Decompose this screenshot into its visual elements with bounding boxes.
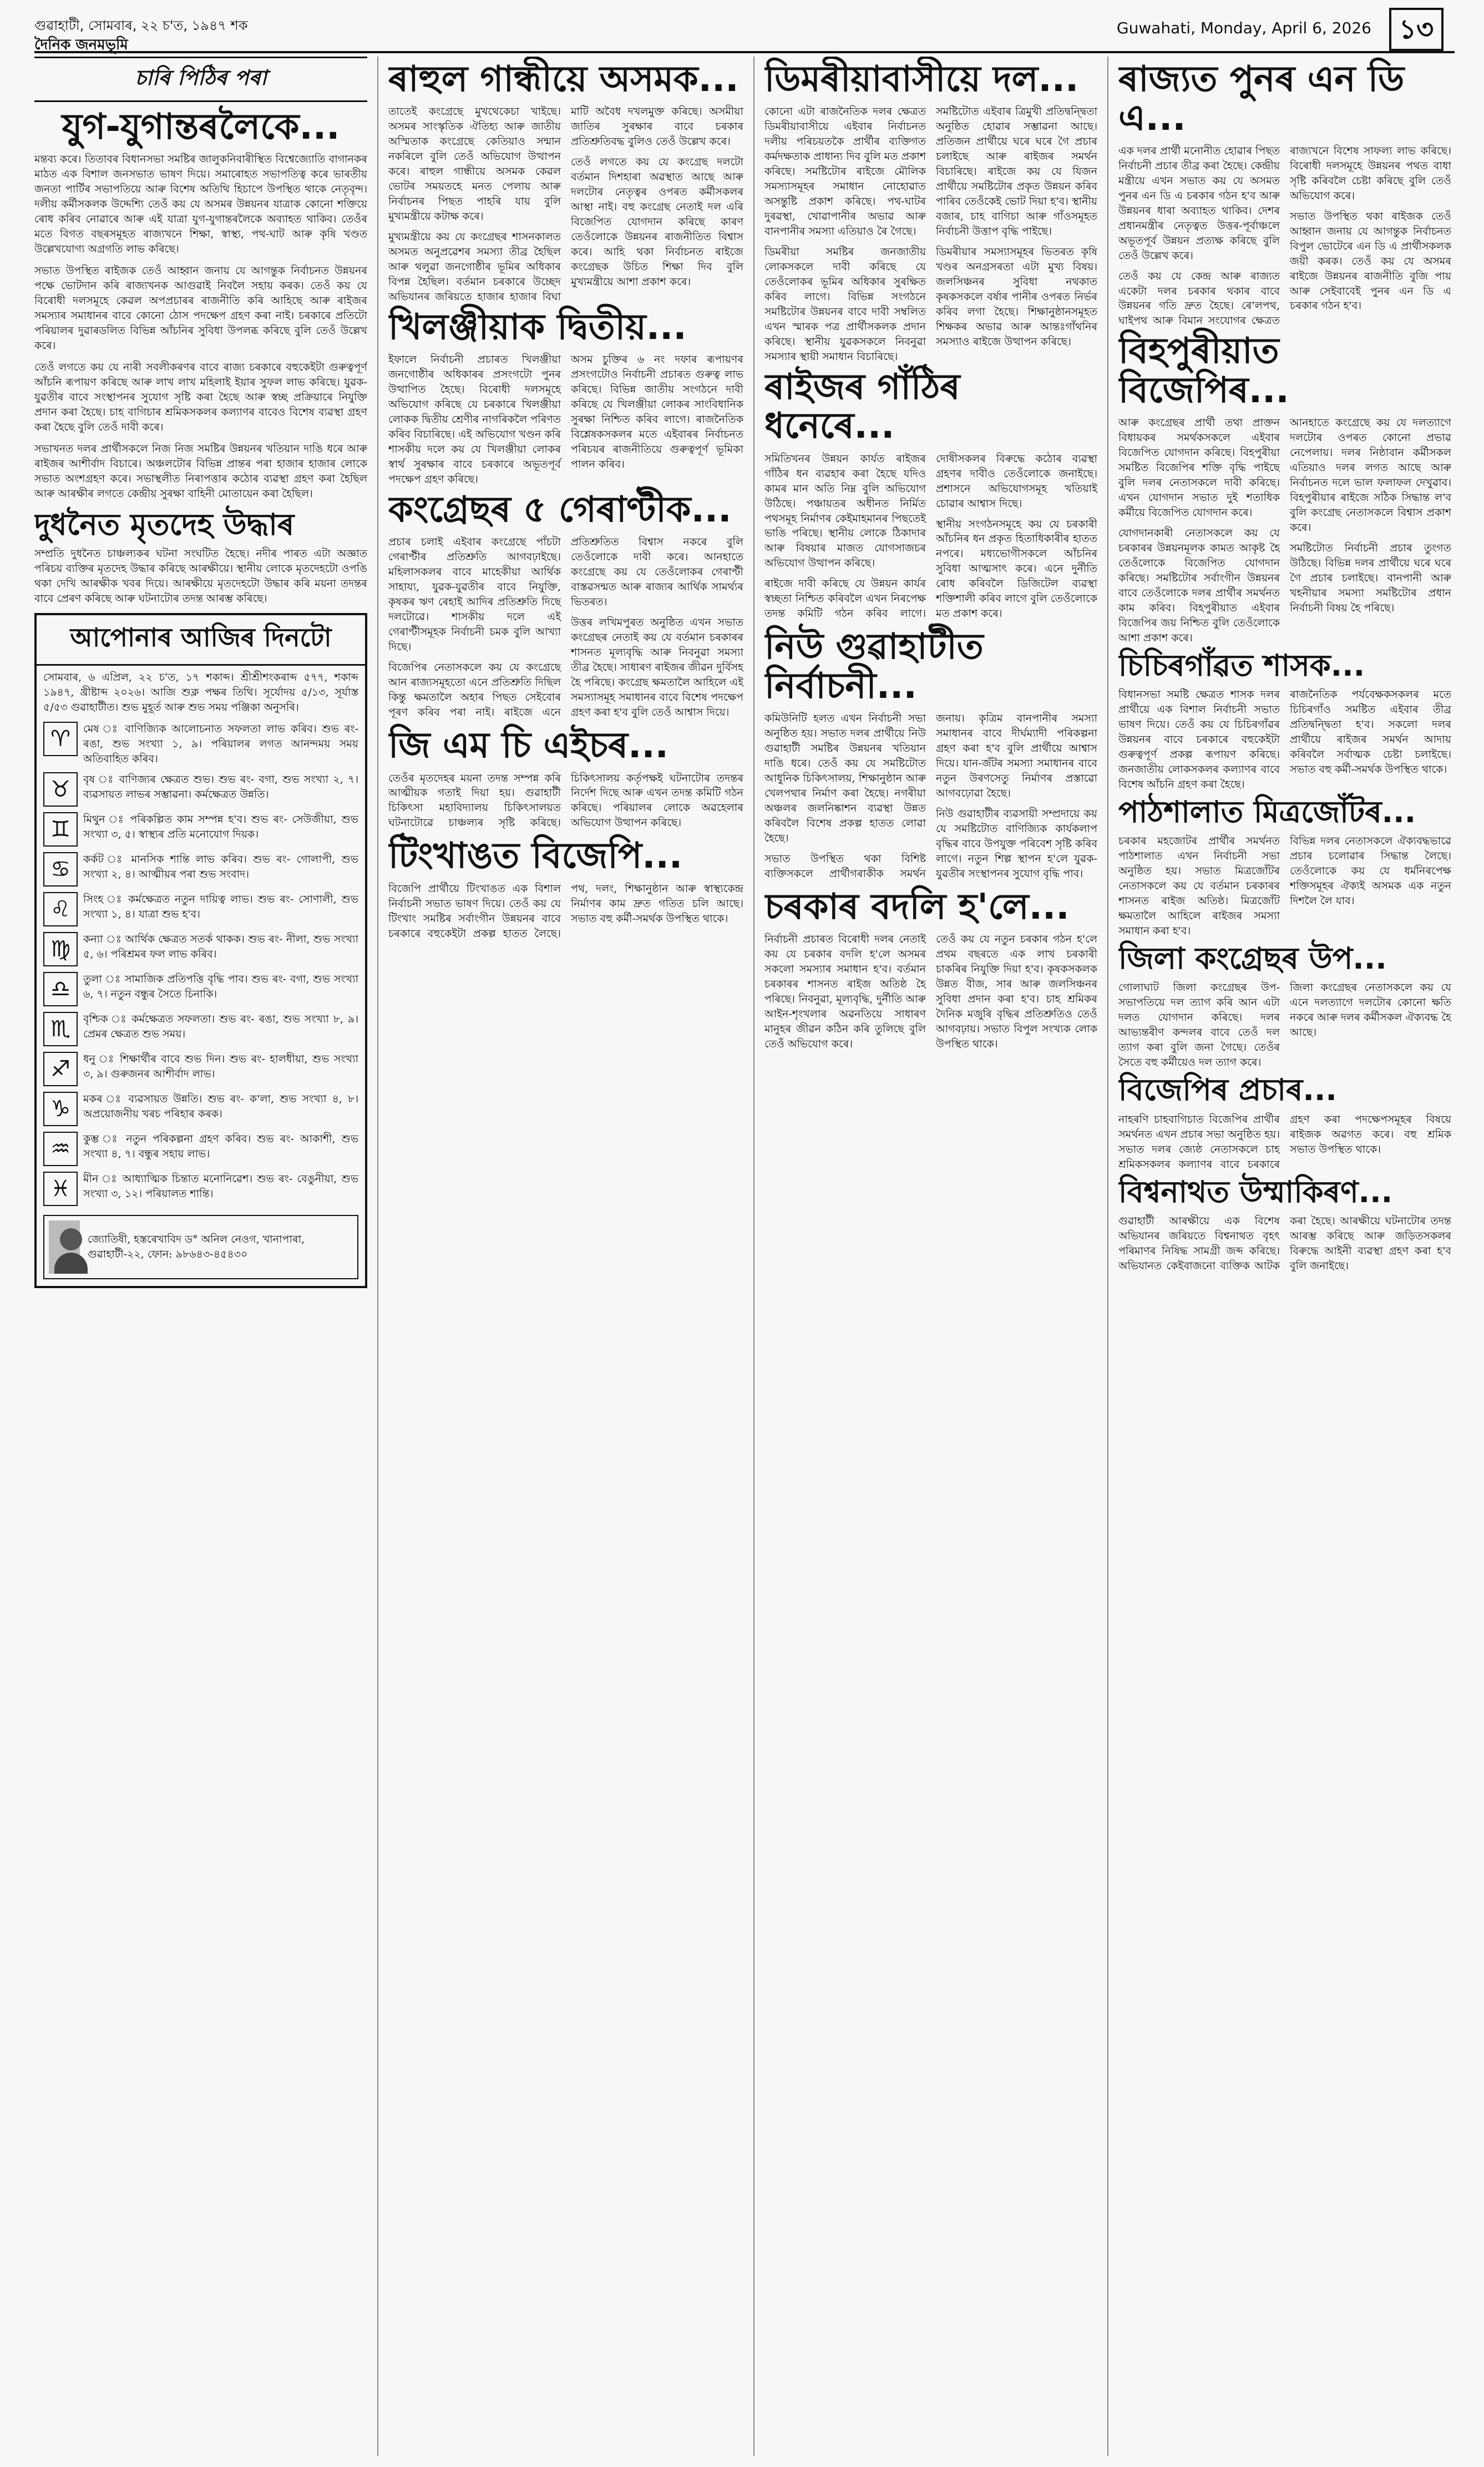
astrologer-credit: জ্যোতিষী, হস্তৰেখাবিদ ড° অনিল নেওগ, খানাপাৰা, গুৱাহাটী-২২, ফোন: ৯৮৬৪৩-৪৫৪৩০ [87, 1233, 305, 1260]
article-paragraph: ৰাইজে দাবী কৰিছে যে উন্নয়ন কাৰ্যৰ স্বচ্ছতা নিশ্চিত কৰিবলৈ এখন নিৰপেক্ষ তদন্ত কমিটি গঠন কৰিব লাগে। দোষীসকলৰ বিৰুদ্ধে কঠোৰ ব্যৱস্থা গ্ৰহণৰ দাবীও তেওঁলোকে জনাইছে। প্ৰশাসনে অভিযোগসমূহ খতিয়াই চোৱাৰ আশ্বাস দিছে। [764, 452, 1097, 620]
taurus-icon: ♉ [43, 772, 78, 807]
article-paragraph: নিউ গুৱাহাটীৰ ব্যৱসায়ী সম্প্ৰদায়ে কয় যে সমষ্টিটোত বাণিজ্যিক কাৰ্যকলাপ বৃদ্ধিৰ বাবে উপযুক্ত পৰিবেশ সৃষ্টি কৰিব লাগে। নতুন শিল্প স্থাপন হ'লে যুৱক-যুৱতীৰ সংস্থাপনৰ সুযোগ বৃদ্ধি পাব। [936, 807, 1097, 880]
article-paragraph: নিৰ্বাচনী প্ৰচাৰত বিৰোধী দলৰ নেতাই কয় যে চৰকাৰ বদলি হ'লে অসমৰ সকলো সমস্যাৰ সমাধান হ'ব। বৰ্তমান চৰকাৰৰ শাসনত ৰাইজ অতিষ্ঠ হৈ পৰিছে। নিবনুৱা, মূল্যবৃদ্ধি, দুৰ্নীতি আৰু আইন-শৃংখলাৰ অৱনতিয়ে সাধাৰণ মানুহৰ জীৱন কঠিন কৰি তুলিছে বুলি তেওঁ অভিযোগ কৰে। [764, 933, 926, 1050]
article-paragraph: সমিতিখনৰ উন্নয়ন কাৰ্যত ৰাইজৰ গাঁঠিৰ ধন ব্যৱহাৰ কৰা হৈছে যদিও কামৰ মান অতি নিম্ন বুলি অভিযোগ উঠিছে। পঞ্চায়তৰ অধীনত নিৰ্মিত পথসমূহ নিৰ্মাণৰ কেইমাহমানৰ পিছতেই ভাঙি পৰিছে। স্থানীয় লোকে ঠিকাদাৰ আৰু বিষয়াৰ মাজত যোগসাজচৰ অভিযোগ উত্থাপন কৰিছে। [764, 452, 926, 570]
zodiac-text: তুলা ঃ সামাজিক প্ৰতিপত্তি বৃদ্ধি পাব। শুভ ৰং- বগা, শুভ সংখ্যা ৬, ৭। নতুন বন্ধুৰ সৈতে চিনাকি। [83, 972, 358, 1000]
capricorn-icon: ♑ [43, 1092, 78, 1126]
page-number: ১৩ [1389, 8, 1444, 51]
zodiac-row [37, 930, 365, 970]
paper-name: দৈনিক জনমভূমি [34, 37, 128, 53]
article-paragraph: তেওঁৰ মৃতদেহৰ ময়না তদন্ত সম্পন্ন কৰি আত্মীয়ক গতাই দিয়া হয়। গুৱাহাটী চিকিৎসা মহাবিদ্যালয় চিকিৎসালয়ত ঘটনাটোৱে চাঞ্চল্যৰ সৃষ্টি কৰিছে। চিকিৎসালয় কৰ্তৃপক্ষই ঘটনাটোৰ তদন্তৰ নিৰ্দেশ দিছে আৰু এখন তদন্ত কমিটি গঠন কৰিছে। পৰিয়ালৰ লোকে অৱহেলাৰ অভিযোগ উত্থাপন কৰিছে। [388, 772, 743, 829]
headline: দুধনৈত মৃতদেহ উদ্ধাৰ [34, 506, 295, 542]
article-paragraph: সম্প্ৰতি দুধনৈত চাঞ্চল্যকৰ ঘটনা সংঘটিত হৈছে। নদীৰ পাৰত এটা অজ্ঞাত পৰিচয় ব্যক্তিৰ মৃতদেহ উদ্ধাৰ কৰিছে আৰক্ষীয়ে। স্থানীয় লোকে মৃতদেহটো ওপঙি থকা দেখি আৰক্ষীক খবৰ দিয়ে। আৰক্ষীয়ে মৃতদেহটো উদ্ধাৰ কৰি ময়না তদন্তৰ বাবে প্ৰেৰণ কৰিছে আৰু ঘটনাটোৰ তদন্ত আৰম্ভ কৰিছে। [34, 548, 367, 605]
article-paragraph: গোলাঘাট জিলা কংগ্ৰেছৰ উপ-সভাপতিয়ে দল ত্যাগ কৰি আন এটা দলত যোগদান কৰিছে। দলৰ আভ্যন্তৰীণ কন্দলৰ বাবে তেওঁ দল ত্যাগ কৰা বুলি জনা গৈছে। তেওঁৰ সৈতে বহু কৰ্মীয়েও দল ত্যাগ কৰে। [1118, 981, 1280, 1069]
article-paragraph: মন্তব্য কৰে। তিতাবৰ বিধানসভা সমষ্টিৰ জালুকনিবাৰীস্থিত বিশ্বেজ্যোতি বাগানকৰ মাঠত এক বিশাল জনসভাত ভাষণ দিয়ে। সমাৰোহত সভাপতিত্ব কৰে ভাৰতীয় জনতা পাৰ্টিৰ সভাপতিয়ে আৰু বিশেষ অতিথি হিচাপে উপস্থিত থাকে নেতৃবৃন্দ। দলীয় কৰ্মীসকলক উদ্দেশ্যি তেওঁ কয় যে অসমৰ উন্নয়নৰ যাত্ৰাক কোনো শক্তিয়ে ৰোধ কৰিব নোৱাৰে আৰু এই যাত্ৰা যুগ-যুগান্তৰলৈকে অব্যাহত থাকিব। তেওঁৰ মতে বিগত বছৰসমূহত ৰাজ্যখনে শিক্ষা, স্বাস্থ্য, পথ-ঘাট আৰু কৃষি খণ্ডত উল্লেখযোগ্য অগ্ৰগতি লাভ কৰিছে। [34, 153, 367, 256]
zodiac-text: বৃশ্চিক ঃ কৰ্মক্ষেত্ৰত সফলতা। শুভ ৰং- ৰঙা, শুভ সংখ্যা ৮, ৯। প্ৰেমৰ ক্ষেত্ৰত শুভ সময়। [83, 1012, 358, 1040]
article-paragraph: সভাখনত দলৰ প্ৰাৰ্থীসকলে নিজ নিজ সমষ্টিৰ উন্নয়নৰ খতিয়ান দাঙি ধৰে আৰু ৰাইজৰ আশীৰ্বাদ বিচাৰে। অঞ্চলটোৰ বিভিন্ন প্ৰান্তৰ পৰা হাজাৰ হাজাৰ লোকে সভাত অংশগ্ৰহণ কৰে। সভাস্থলীত নিৰাপত্তাৰ কঠোৰ ব্যৱস্থা গ্ৰহণ কৰা হৈছিল আৰু আৰক্ষীৰ লগতে কেন্দ্ৰীয় সুৰক্ষা বাহিনী মোতায়েন কৰা হৈছিল। [34, 442, 367, 500]
zodiac-row [37, 890, 365, 930]
zodiac-row [37, 1169, 365, 1209]
astrologer-card [43, 1215, 358, 1279]
article-body [764, 711, 1097, 884]
aries-icon: ♈ [43, 722, 78, 756]
headline: বিশ্বনাথত উম্মাকিৰণ... [1118, 1174, 1393, 1209]
pisces-icon: ♓ [43, 1172, 78, 1206]
libra-icon: ♎ [43, 972, 78, 1006]
article-paragraph: তেওঁ কয় যে নতুন চৰকাৰ গঠন হ'লে প্ৰথম বছৰতে এক লাখ চৰকাৰী চাকৰিৰ নিযুক্তি দিয়া হ'ব। কৃষকসকলক উন্নত বীজ, সাৰ আৰু জলসিঞ্চনৰ সুবিধা প্ৰদান কৰা হ'ব। চাহ শ্ৰমিকৰ দৈনিক মজুৰি বৃদ্ধিৰ প্ৰতিশ্ৰুতিও তেওঁ আগবঢ়ায়। সভাত বিপুল সংখ্যক লোক উপস্থিত থাকে। [936, 933, 1097, 1050]
zodiac-text: কৰ্কট ঃ মানসিক শান্তি লাভ কৰিব। শুভ ৰং- গোলাপী, শুভ সংখ্যা ২, ৪। আত্মীয়ৰ পৰা শুভ সংবাদ। [83, 853, 358, 880]
zodiac-text: কুম্ভ ঃ নতুন পৰিকল্পনা গ্ৰহণ কৰিব। শুভ ৰং- আকাশী, শুভ সংখ্যা ৪, ৭। বন্ধুৰ সহায় লাভ। [83, 1132, 358, 1160]
article-paragraph: যোগদানকাৰী নেতাসকলে কয় যে চৰকাৰৰ উন্নয়নমূলক কামত আকৃষ্ট হৈ তেওঁলোকে বিজেপিত যোগদান কৰিছে। সমষ্টিটোৰ সৰ্বাংগীন উন্নয়নৰ বাবে তেওঁলোকে দলৰ প্ৰাৰ্থীৰ সমৰ্থনত কাম কৰিব। বিহপুৰীয়াত এইবাৰ বিজেপিৰ জয় নিশ্চিত বুলি তেওঁলোকে আশা প্ৰকাশ কৰে। [1118, 526, 1280, 644]
headline: ডিমৰীয়াবাসীয়ে দল... [764, 59, 1079, 100]
zodiac-text: ধনু ঃ শিক্ষাৰ্থীৰ বাবে শুভ দিন। শুভ ৰং- হালধীয়া, শুভ সংখ্যা ৩, ৯। গুৰুজনৰ আশীৰ্বাদ লাভ। [83, 1052, 358, 1080]
article-paragraph: সভাত উপস্থিত থকা বিশিষ্ট ব্যক্তিসকলে প্ৰাৰ্থীগৰাকীক সমৰ্থন জনায়। কৃত্ৰিম বানপানীৰ সমস্যা সমাধানৰ বাবে দীৰ্ঘম্যাদী পৰিকল্পনা গ্ৰহণ কৰা হ'ব বুলি প্ৰাৰ্থীয়ে আশ্বাস দিয়ে। যান-জঁটৰ সমস্যা সমাধানৰ বাবে নতুন উৰণসেতু নিৰ্মাণৰ প্ৰস্তাৱো আগবঢ়োৱা হৈছে। [764, 712, 1097, 880]
column-divider [1107, 57, 1108, 2456]
column-divider [377, 57, 378, 2456]
article-body [388, 535, 743, 723]
article-paragraph: তেওঁ কয় যে কেন্দ্ৰ আৰু ৰাজ্যত একেটা দলৰ চৰকাৰ থকাৰ বাবে উন্নয়নৰ গতি দ্ৰুত হৈছে। ৰে'লপথ, ঘাইপথ আৰু বিমান সংযোগৰ ক্ষেত্ৰত ৰাজ্যখনে বিশেষ সাফল্য লাভ কৰিছে। বিৰোধী দলসমূহে উন্নয়নৰ পথত বাধা সৃষ্টি কৰিবলৈ চেষ্টা কৰিছে বুলি তেওঁ অভিযোগ কৰে। [1118, 144, 1451, 327]
zodiac-row [37, 970, 365, 1010]
article-paragraph: ডিমৰীয়াৰ সমস্যাসমূহৰ ভিতৰত কৃষি খণ্ডৰ অনগ্ৰসৰতা এটা মুখ্য বিষয়। জলসিঞ্চনৰ সুবিধা নথকাত কৃষকসকলে বৰ্ষাৰ পানীৰ ওপৰত নিৰ্ভৰ কৰিব লগা হৈছে। শিক্ষানুষ্ঠানসমূহত শিক্ষকৰ অভাৱ আৰু আন্তঃগাঁথনিৰ সমস্যাও ৰাইজে উত্থাপন কৰিছে। [936, 246, 1097, 348]
zodiac-row [37, 850, 365, 890]
zodiac-text: সিংহ ঃ কৰ্মক্ষেত্ৰত নতুন দায়িত্ব লাভ। শুভ ৰং- সোণালী, শুভ সংখ্যা ১, ৪। যাত্ৰা শুভ হ'ব। [83, 893, 358, 920]
horoscope-intro: সোমবাৰ, ৬ এপ্ৰিল, ২২ চ'ত, ১৭ শকাব্দ। শ্ৰীশ্ৰীশংকৰাব্দ ৫৭৭, শকাব্দ ১৯৪৭, খ্ৰীষ্টাব্দ ২০২৬। আজি শুক্ল পক্ষৰ তিথি। সূৰ্যোদয় ৫/১৩, সূৰ্যাস্ত ৫/৫৩ গুৱাহাটীত। শুভ মুহূৰ্ত আৰু শুভ সময় পঞ্জিকা অনুসৰি। [43, 671, 358, 713]
article-paragraph: গুৱাহাটী আৰক্ষীয়ে এক বিশেষ অভিযানৰ জৰিয়তে বিশ্বনাথত বৃহৎ পৰিমাণৰ নিষিদ্ধ সামগ্ৰী জব্দ কৰিছে। অভিযানত কেইবাজনো ব্যক্তিক আটক কৰা হৈছে। আৰক্ষীয়ে ঘটনাটোৰ তদন্ত আৰম্ভ কৰিছে আৰু জড়িতসকলৰ বিৰুদ্ধে আইনী ব্যৱস্থা গ্ৰহণ কৰা হ'ব বুলি জনাইছে। [1118, 1214, 1451, 1272]
zodiac-row [37, 1129, 365, 1169]
zodiac-text: মিথুন ঃ পৰিকল্পিত কাম সম্পন্ন হ'ব। শুভ ৰং- সেউজীয়া, শুভ সংখ্যা ৩, ৫। স্বাস্থ্যৰ প্ৰতি মনোযোগ দিয়ক। [83, 813, 358, 840]
zodiac-text: বৃষ ঃ বাণিজ্যৰ ক্ষেত্ৰত শুভ। শুভ ৰং- বগা, শুভ সংখ্যা ২, ৭। ব্যৱসায়ত লাভৰ সম্ভাৱনা। কৰ্মক্ষেত্ৰত উন্নতি। [83, 773, 358, 801]
article-body [1118, 1112, 1451, 1172]
gemini-icon: ♊ [43, 812, 78, 847]
headline: ৰাইজৰ গাঁঠিৰ ধনেৰে... [764, 366, 960, 447]
article-body [388, 352, 743, 487]
headline: নিউ গুৱাহাটীত নিৰ্বাচনী... [764, 626, 984, 707]
article-paragraph: সমষ্টিটোত এইবাৰ ত্ৰিমুখী প্ৰতিদ্বন্দ্বিতা অনুষ্ঠিত হোৱাৰ সম্ভাৱনা আছে। প্ৰতিজন প্ৰাৰ্থীয়ে ঘৰে ঘৰে গৈ প্ৰচাৰ চলাইছে আৰু ৰাইজৰ সমৰ্থন বিচাৰিছে। ৰাইজে কয় যে যিজন প্ৰাৰ্থীয়ে সমষ্টিটোৰ প্ৰকৃত উন্নয়ন কৰিব পাৰিব তেওঁকেই ভোট দিয়া হ'ব। স্থানীয় বজাৰ, চাহ বাগিচা আৰু গাঁওসমূহত নিৰ্বাচনী উত্তাপ বৃদ্ধি পাইছে। [936, 105, 1097, 238]
headline: চৰকাৰ বদলি হ'লে... [764, 886, 1070, 928]
horoscope-title: আপোনাৰ আজিৰ দিনটো [37, 615, 365, 666]
article-body [764, 452, 1097, 625]
cancer-icon: ♋ [43, 852, 78, 887]
masthead [34, 8, 1455, 53]
zodiac-row [37, 720, 365, 770]
article-paragraph: স্থানীয় সংগঠনসমূহে কয় যে চৰকাৰী আঁচনিৰ ধন প্ৰকৃত হিতাধিকাৰীৰ হাতত নপৰে। মধ্যভোগীসকলে আঁচনিৰ সুবিধা আত্মসাৎ কৰে। এনে দুৰ্নীতি ৰোধ কৰিবলৈ ডিজিটেল ব্যৱস্থা শক্তিশালী কৰিব লাগে বুলি তেওঁলোকে মত প্ৰকাশ কৰে। [936, 518, 1097, 620]
headline: ৰাজ্যত পুনৰ এন ডি এ... [1118, 59, 1405, 139]
article-paragraph: বিজেপি প্ৰাৰ্থীয়ে টিংখাঙত এক বিশাল নিৰ্বাচনী সভাত ভাষণ দিয়ে। তেওঁ কয় যে টিংখাং সমষ্টিৰ সৰ্বাংগীন উন্নয়নৰ বাবে চৰকাৰে বহুকেইটা প্ৰকল্প হাতত লৈছে। পথ, দলং, শিক্ষানুষ্ঠান আৰু স্বাস্থ্যকেন্দ্ৰ নিৰ্মাণৰ কাম দ্ৰুত গতিত চলি আছে। সভাত বহু কৰ্মী-সমৰ্থক উপস্থিত থাকে। [388, 882, 743, 940]
headline: কংগ্ৰেছৰ ৫ গেৰাণ্টীক... [388, 489, 732, 531]
headline: পাঠশালাত মিত্ৰজোঁটৰ... [1118, 794, 1416, 829]
headline: চিচিৰগাঁৱত শাসক... [1118, 647, 1365, 683]
article-paragraph: জিলা কংগ্ৰেছৰ নেতাসকলে কয় যে এনে দলত্যাগে দলটোৰ কোনো ক্ষতি নকৰে আৰু দলৰ কৰ্মীসকল ঐক্যবদ্ধ হৈ আছে। [1290, 981, 1451, 1039]
article-body [388, 882, 743, 941]
zodiac-row [37, 810, 365, 850]
zodiac-text: কন্যা ঃ আৰ্থিক ক্ষেত্ৰত সতৰ্ক থাকক। শুভ ৰং- নীলা, শুভ সংখ্যা ৫, ৬। পৰিশ্ৰমৰ ফল লাভ কৰিব। [83, 933, 358, 960]
article-paragraph: বিজেপিৰ নেতাসকলে কয় যে কংগ্ৰেছে আন ৰাজ্যসমূহতো এনে প্ৰতিশ্ৰুতি দিছিল কিন্তু ক্ষমতালৈ অহাৰ পিছত সেইবোৰ পূৰণ কৰিব পৰা নাই। ৰাইজে এনে প্ৰতিশ্ৰুতিত বিশ্বাস নকৰে বুলি তেওঁলোকে দাবী কৰে। আনহাতে কংগ্ৰেছে কয় যে তেওঁলোকৰ গেৰাণ্টী বাস্তৱসন্মত আৰু ৰাজ্যৰ আৰ্থিক সামৰ্থ্যৰ ভিতৰত। [388, 536, 743, 719]
article-body [388, 771, 743, 834]
aquarius-icon: ♒ [43, 1132, 78, 1166]
article-paragraph: বিধানসভা সমষ্টি ক্ষেত্ৰত শাসক দলৰ প্ৰাৰ্থীয়ে এক বিশাল নিৰ্বাচনী সভাত ভাষণ দিয়ে। তেওঁ কয় যে চিচিৰগাঁৱৰ উন্নয়নৰ বাবে চৰকাৰে বহুকেইটা গুৰুত্বপূৰ্ণ প্ৰকল্প ৰূপায়ণ কৰিছে। জনজাতীয় লোকসকলৰ কল্যাণৰ বাবে বিশেষ আঁচনি গ্ৰহণ কৰা হৈছে। [1118, 688, 1280, 791]
article-body [388, 104, 743, 305]
headline: জিলা কংগ্ৰেছৰ উপ... [1118, 941, 1387, 976]
article-paragraph: ডিমৰীয়া সমষ্টিৰ জনজাতীয় লোকসকলে দাবী কৰিছে যে তেওঁলোকৰ ভূমিৰ অধিকাৰ সুৰক্ষিত কৰিব লাগে। বিভিন্ন সংগঠনে সমষ্টিটোৰ উন্নয়নৰ বাবে দাবী সম্বলিত এখন স্মাৰক পত্ৰ প্ৰাৰ্থীসকলক প্ৰদান কৰিছে। স্থানীয় যুৱকসকলে নিবনুৱা সমস্যাৰ স্থায়ী সমাধান বিচাৰিছে। [764, 246, 926, 363]
scorpio-icon: ♏ [43, 1012, 78, 1046]
sagittarius-icon: ♐ [43, 1052, 78, 1086]
zodiac-row [37, 1050, 365, 1090]
headline: বিহপুৰীয়াত বিজেপিৰ... [1118, 331, 1289, 411]
article-paragraph: ৰাজনৈতিক পৰ্যবেক্ষকসকলৰ মতে চিচিৰগাঁও সমষ্টিত এইবাৰ তীব্ৰ প্ৰতিদ্বন্দ্বিতা হ'ব। সকলো দলৰ প্ৰাৰ্থীয়ে ৰাইজৰ সমৰ্থন আদায় কৰিবলৈ সৰ্বাত্মক চেষ্টা চলাইছে। সভাত বহু কৰ্মী-সমৰ্থক উপস্থিত থাকে। [1290, 688, 1451, 776]
section-kicker: চাৰি পিঠিৰ পৰা [34, 57, 367, 102]
headline: যুগ-যুগান্তৰলৈকে... [62, 107, 340, 148]
article-body [1118, 144, 1451, 329]
column-3 [764, 57, 1097, 2456]
top-rule [34, 51, 1455, 53]
article-paragraph: তেওঁ লগতে কয় যে নাৰী সবলীকৰণৰ বাবে ৰাজ্য চৰকাৰে বহুকেইটা গুৰুত্বপূৰ্ণ আঁচনি ৰূপায়ণ কৰিছে আৰু লাখ লাখ মহিলাই ইয়াৰ সুফল লাভ কৰিছে। যুৱক-যুৱতীৰ বাবে সংস্থাপনৰ সুযোগ সৃষ্টি কৰা হৈছে আৰু স্বচ্ছ প্ৰক্ৰিয়াৰে নিযুক্তি প্ৰদান কৰা হৈছে। চাহ বাগিচাৰ শ্ৰমিকসকলৰ কল্যাণৰ বাবেও বিশেষ ব্যৱস্থা গ্ৰহণ কৰা হৈছে বুলি তেওঁ দাবী কৰে। [34, 361, 367, 433]
zodiac-row [37, 1010, 365, 1050]
article-paragraph: তাতেই কংগ্ৰেছে মুখথেকেচা খাইছে। অসমৰ সাংস্কৃতিক ঐতিহ্য আৰু জাতীয় অস্মিতাক কংগ্ৰেছে কেতিয়াও সন্মান নকৰিলে বুলি তেওঁ অভিযোগ উত্থাপন কৰে। ৰাহুল গান্ধীয়ে অসমক কেৱল ভোটৰ সময়তহে মনত পেলায় আৰু নিৰ্বাচনৰ পিছত পাহৰি যায় বুলি মুখ্যমন্ত্ৰীয়ে কটাক্ষ কৰে। [388, 105, 561, 223]
article-paragraph: আনহাতে কংগ্ৰেছে কয় যে দলত্যাগে দলটোৰ ওপৰত কোনো প্ৰভাৱ নেপেলায়। দলৰ নিষ্ঠাবান কৰ্মীসকল এতিয়াও দলৰ লগত আছে আৰু নিৰ্বাচনত দলে ভাল ফলাফল দেখুৱাব। বিহপুৰীয়াৰ ৰাইজে সঠিক সিদ্ধান্ত ল'ব বুলি কংগ্ৰেছ নেতাসকলে বিশ্বাস প্ৰকাশ কৰে। [1290, 417, 1451, 534]
article-body [1118, 1214, 1451, 1276]
zodiac-text: মকৰ ঃ ব্যৱসায়ত উন্নতি। শুভ ৰং- ক'লা, শুভ সংখ্যা ৪, ৮। অপ্ৰয়োজনীয় খৰচ পৰিহাৰ কৰক। [83, 1092, 358, 1120]
article-paragraph: চৰকাৰ মহজোটৰ প্ৰাৰ্থীৰ সমৰ্থনত পাঠশালাত এখন নিৰ্বাচনী সভা অনুষ্ঠিত হয়। সভাত মিত্ৰজোঁটৰ নেতাসকলে কয় যে বৰ্তমান চৰকাৰৰ শাসনত ৰাইজ অতিষ্ঠ। মিত্ৰজোঁট ক্ষমতালৈ আহিলে ৰাইজৰ সমস্যা সমাধান কৰা হ'ব। [1118, 835, 1280, 938]
headline: জি এম চি এইচৰ... [388, 725, 668, 767]
column-divider [753, 57, 754, 2456]
article-paragraph: আৰু কংগ্ৰেছৰ প্ৰাৰ্থী তথা প্ৰাক্তন বিধায়কৰ সমৰ্থকসকলে এইবাৰ বিজেপিত যোগদান কৰিছে। বিহপুৰীয়া সমষ্টিত বিজেপিৰ শক্তি বৃদ্ধি পাইছে বুলি দলৰ নেতাসকলে দাবী কৰিছে। এখন যোগদান সভাত দুই শতাধিক কৰ্মীয়ে বিজেপিত যোগদান কৰে। [1118, 417, 1280, 519]
article-paragraph: মুখ্যমন্ত্ৰীয়ে কয় যে কংগ্ৰেছৰ শাসনকালত অসমত অনুপ্ৰৱেশৰ সমস্যা তীব্ৰ হৈছিল আৰু থলুৱা জনগোষ্ঠীৰ ভূমিৰ অধিকাৰ বিপন্ন হৈছিল। বৰ্তমান চৰকাৰে উচ্ছেদ অভিযানৰ জৰিয়তে হাজাৰ হাজাৰ বিঘা মাটি অবৈধ দখলমুক্ত কৰিছে। অসমীয়া জাতিৰ সুৰক্ষাৰ বাবে চৰকাৰ প্ৰতিশ্ৰুতিবদ্ধ বুলিও তেওঁ উল্লেখ কৰে। [388, 105, 743, 303]
article-paragraph: তেওঁ লগতে কয় যে কংগ্ৰেছ দলটো বৰ্তমান দিশহাৰা অৱস্থাত আছে আৰু দলটোৰ নেতৃত্বৰ ওপৰত কৰ্মীসকলৰ আস্থা নাই। বহু কংগ্ৰেছ নেতাই দল এৰি বিজেপিত যোগদান কৰিছে কাৰণ তেওঁলোকে উন্নয়নৰ ৰাজনীতিত বিশ্বাস কৰে। আহি থকা নিৰ্বাচনত ৰাইজে কংগ্ৰেছক উচিত শিক্ষা দিব বুলি মুখ্যমন্ত্ৰীয়ে আশা প্ৰকাশ কৰে। [571, 156, 743, 288]
article-paragraph: কোনো এটা ৰাজনৈতিক দলৰ ক্ষেত্ৰত ডিমৰীয়াবাসীয়ে এইবাৰ নিৰ্বাচনত দলীয় পৰিচয়তকৈ প্ৰাৰ্থীৰ ব্যক্তিগত কৰ্মদক্ষতাক প্ৰাধান্য দিব বুলি মত প্ৰকাশ কৰিছে। সমষ্টিটোৰ ৰাইজে মৌলিক সমস্যাসমূহৰ সমাধান নোহোৱাত অসন্তুষ্টি প্ৰকাশ কৰিছে। পথ-ঘাটৰ দুৰৱস্থা, খোৱাপানীৰ অভাৱ আৰু বানপানীৰ সমস্যা এতিয়াও ৰৈ গৈছে। [764, 105, 926, 238]
article-body [1118, 416, 1451, 646]
headline: বিজেপিৰ প্ৰচাৰ... [1118, 1072, 1337, 1108]
column-1 [34, 57, 367, 2456]
virgo-icon: ♍ [43, 932, 78, 966]
article-paragraph: সমষ্টিটোত নিৰ্বাচনী প্ৰচাৰ তুংগত উঠিছে। বিভিন্ন দলৰ প্ৰাৰ্থীয়ে ঘৰে ঘৰে গৈ প্ৰচাৰ চলাইছে। বানপানী আৰু খহনীয়াৰ সমস্যা সমষ্টিটোৰ প্ৰধান নিৰ্বাচনী বিষয় হৈ পৰিছে। [1290, 541, 1451, 614]
article-body [1118, 980, 1451, 1070]
zodiac-text: মীন ঃ আধ্যাত্মিক চিন্তাত মনোনিৱেশ। শুভ ৰং- বেঙুনীয়া, শুভ সংখ্যা ৩, ১২। পৰিয়ালত শান্তি। [83, 1172, 358, 1200]
astrologer-photo [49, 1220, 80, 1274]
article-paragraph: প্ৰচাৰ চলাই এইবাৰ কংগ্ৰেছে পাঁচটা গেৰাণ্টীৰ প্ৰতিশ্ৰুতি আগবঢ়াইছে। মহিলাসকলৰ বাবে মাহেকীয়া আৰ্থিক সাহায্য, যুৱক-যুৱতীৰ বাবে নিযুক্তি, কৃষকৰ ঋণ ৰেহাই আদিৰ প্ৰতিশ্ৰুতি দিছে দলটোৱে। শাসকীয় দলে এই গেৰাণ্টীসমূহক নিৰ্বাচনী চমক বুলি আখ্যা দিছে। [388, 536, 561, 654]
headline: খিলঞ্জীয়াক দ্বিতীয়... [388, 306, 687, 348]
article-paragraph: নাহৰণি চাহবাগিচাত বিজেপিৰ প্ৰাৰ্থীৰ সমৰ্থনত এখন প্ৰচাৰ সভা অনুষ্ঠিত হয়। সভাত দলৰ জ্যেষ্ঠ নেতাসকলে চাহ শ্ৰমিকসকলৰ কল্যাণৰ বাবে চৰকাৰে গ্ৰহণ কৰা পদক্ষেপসমূহৰ বিষয়ে ৰাইজক অৱগত কৰে। বহু শ্ৰমিক সভাত উপস্থিত থাকে। [1118, 1113, 1451, 1171]
zodiac-row [37, 770, 365, 810]
article-paragraph: উত্তৰ লখিমপুৰত অনুষ্ঠিত এখন সভাত কংগ্ৰেছৰ নেতাই কয় যে বৰ্তমান চৰকাৰৰ শাসনত মূল্যবৃদ্ধি আৰু নিবনুৱা সমস্যা তীব্ৰ হৈছে। সাধাৰণ ৰাইজৰ জীৱন দুৰ্বিসহ হৈ পৰিছে। কংগ্ৰেছ ক্ষমতালৈ আহিলে এই সমস্যাসমূহ সমাধানৰ বাবে বিশেষ পদক্ষেপ গ্ৰহণ কৰা হ'ব বুলি তেওঁ আশ্বাস দিয়ে। [571, 616, 743, 719]
column-2 [388, 57, 743, 2456]
zodiac-row [37, 1090, 365, 1129]
zodiac-text: মেষ ঃ বাণিজ্যিক আলোচনাত সফলতা লাভ কৰিব। শুভ ৰং- ৰঙা, শুভ সংখ্যা ১, ৯। পৰিয়ালৰ লগত আনন্দময় সময় অতিবাহিত কৰিব। [83, 722, 358, 765]
leo-icon: ♌ [43, 892, 78, 926]
article-body [764, 104, 1097, 364]
dateline-right: Guwahati, Monday, April 6, 2026 [1116, 19, 1371, 37]
article-paragraph: ইফালে নিৰ্বাচনী প্ৰচাৰত খিলঞ্জীয়া জনগোষ্ঠীৰ অধিকাৰৰ প্ৰসংগটো পুনৰ উত্থাপিত হৈছে। বিৰোধী দলসমূহে অভিযোগ কৰিছে যে চৰকাৰে খিলঞ্জীয়া লোকক দ্বিতীয় শ্ৰেণীৰ নাগৰিকলৈ পৰিণত কৰিব বিচাৰিছে। এই অভিযোগ খণ্ডন কৰি শাসকীয় দলে কয় যে খিলঞ্জীয়া লোকৰ স্বাৰ্থ সুৰক্ষাৰ বাবে চৰকাৰে অভূতপূৰ্ব পদক্ষেপ গ্ৰহণ কৰিছে। [388, 353, 561, 486]
article-paragraph: বিভিন্ন দলৰ নেতাসকলে ঐক্যবদ্ধভাৱে প্ৰচাৰ চলোৱাৰ সিদ্ধান্ত লৈছে। তেওঁলোকে কয় যে ধৰ্মনিৰপেক্ষ শক্তিসমূহৰ ঐক্যই অসমক এক নতুন দিশলৈ লৈ যাব। [1290, 835, 1451, 908]
headline: টিংখাঙত বিজেপি... [388, 835, 683, 877]
column-4 [1118, 57, 1451, 2456]
article-body [1118, 834, 1451, 939]
article-paragraph: সভাত উপস্থিত ৰাইজক তেওঁ আহ্বান জনায় যে আগন্তুক নিৰ্বাচনত উন্নয়নৰ পক্ষে ভোটদান কৰি ৰাজ্যখনক আগুৱাই নিবলৈ সহায় কৰক। তেওঁ কয় যে বিৰোধী দলসমূহে কেৱল অপপ্ৰচাৰৰ ৰাজনীতি কৰি আহিছে আৰু ৰাইজৰ সমস্যাৰ সমাধানৰ বাবে কোনো ঠোস পদক্ষেপ গ্ৰহণ কৰা নাই। চৰকাৰে প্ৰতিটো পৰিয়ালৰ দুৱাৰডলিত বিভিন্ন আঁচনিৰ সুবিধা উপলব্ধ কৰিছে বুলি তেওঁ উল্লেখ কৰে। [34, 265, 367, 352]
article-body [1118, 687, 1451, 792]
headline: ৰাহুল গান্ধীয়ে অসমক... [388, 59, 739, 100]
article-paragraph: কমিউনিটি হলত এখন নিৰ্বাচনী সভা অনুষ্ঠিত হয়। সভাত দলৰ প্ৰাৰ্থীয়ে নিউ গুৱাহাটী সমষ্টিৰ উন্নয়নৰ খতিয়ান দাঙি ধৰে। তেওঁ কয় যে সমষ্টিটোত আধুনিক চিকিৎসালয়, শিক্ষানুষ্ঠান আৰু খেলপথাৰ নিৰ্মাণ কৰা হৈছে। নগৰীয়া অঞ্চলৰ জলনিষ্কাশন ব্যৱস্থা উন্নত কৰিবলৈ বিশেষ প্ৰকল্প হাতত লোৱা হৈছে। [764, 712, 926, 844]
article-paragraph: এক দলৰ প্ৰাৰ্থী মনোনীত হোৱাৰ পিছত নিৰ্বাচনী প্ৰচাৰ তীব্ৰ কৰা হৈছে। কেন্দ্ৰীয় মন্ত্ৰীয়ে এখন সভাত কয় যে অসমত পুনৰ এন ডি এ চৰকাৰ গঠন হ'ব আৰু উন্নয়নৰ ধাৰা অব্যাহত থাকিব। দেশৰ প্ৰধানমন্ত্ৰীৰ নেতৃত্বত উত্তৰ-পূৰ্বাঞ্চলে অভূতপূৰ্ব উন্নয়ন প্ৰত্যক্ষ কৰিছে বুলি তেওঁ উল্লেখ কৰে। [1118, 144, 1280, 262]
horoscope-box [34, 613, 367, 1288]
dateline-left: গুৱাহাটী, সোমবাৰ, ২২ চ'ত, ১৯৪৭ শক [34, 18, 248, 33]
article-paragraph: সভাত উপস্থিত থকা ৰাইজক তেওঁ আহ্বান জনায় যে আগন্তুক নিৰ্বাচনত বিপুল ভোটেৰে এন ডি এ প্ৰাৰ্থীসকলক জয়ী কৰক। তেওঁ কয় যে অসমৰ ৰাইজে উন্নয়নৰ ৰাজনীতি বুজি পায় আৰু সেইবাবেই পুনৰ এন ডি এ চৰকাৰ গঠন হ'ব। [1290, 210, 1451, 312]
article-body [764, 932, 1097, 1057]
article-paragraph: অসম চুক্তিৰ ৬ নং দফাৰ ৰূপায়ণৰ প্ৰসংগটোও নিৰ্বাচনী প্ৰচাৰত গুৰুত্ব লাভ কৰিছে। বিভিন্ন জাতীয় সংগঠনে দাবী কৰিছে যে খিলঞ্জীয়া লোকৰ সাংবিধানিক সুৰক্ষা নিশ্চিত কৰিব লাগে। ৰাজনৈতিক বিশ্লেষকসকলৰ মতে এইবাৰৰ নিৰ্বাচনত পৰিচয়ৰ ৰাজনীতিয়ে গুৰুত্বপূৰ্ণ ভূমিকা পালন কৰিব। [571, 353, 743, 471]
